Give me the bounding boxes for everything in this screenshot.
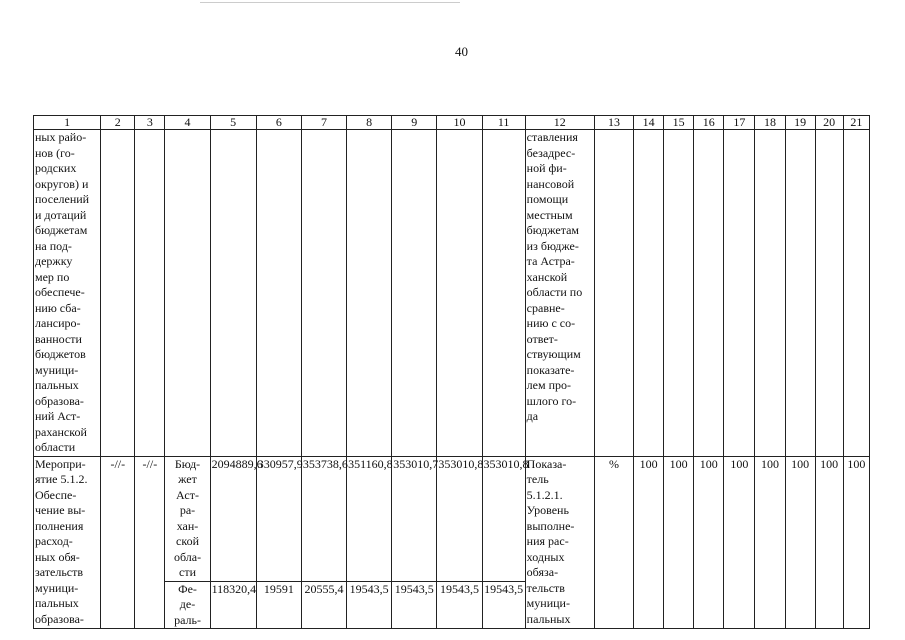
empty-cell	[392, 130, 437, 457]
empty-cell	[437, 130, 482, 457]
column-header: 13	[594, 116, 633, 130]
activity-description-cell: Меропри- ятие 5.1.2. Обеспе- чение вы- полнения расход- ных обя- зательств муници- пальных образова-	[34, 456, 101, 629]
percent-value-cell: 100	[843, 456, 869, 629]
empty-cell	[843, 130, 869, 457]
page-number: 40	[455, 44, 468, 59]
column-header: 12	[525, 116, 594, 130]
federal-value-cell: 19591	[256, 581, 301, 629]
empty-cell	[815, 130, 843, 457]
percent-value-cell: 100	[634, 456, 664, 629]
column-header: 2	[101, 116, 135, 130]
table-row	[34, 130, 870, 457]
indicator-description-cell: ставления безадрес- ной фи- нансовой помощи местным бюджетам из бюдже- та Астра- ханской области по сравне- нию с со- ответ- ствующим показате- лем про- шлого го- да	[525, 130, 594, 457]
column-header: 11	[482, 116, 525, 130]
percent-value-cell: 100	[664, 456, 694, 629]
budget-value-cell: 353738,6	[301, 456, 346, 581]
funding-source-cell: Фе- де- раль-	[165, 581, 210, 629]
column-header: 1	[34, 116, 101, 130]
empty-cell	[301, 130, 346, 457]
empty-cell	[634, 130, 664, 457]
federal-value-cell: 19543,5	[392, 581, 437, 629]
column-header: 9	[392, 116, 437, 130]
percent-value-cell: 100	[785, 456, 815, 629]
program-table	[33, 115, 870, 629]
budget-value-cell: 353010,8	[437, 456, 482, 581]
budget-value-cell: 2094889,6	[210, 456, 256, 581]
empty-cell	[256, 130, 301, 457]
empty-cell	[785, 130, 815, 457]
scan-artifact	[200, 2, 460, 3]
empty-cell	[482, 130, 525, 457]
budget-value-cell: 351160,8	[347, 456, 392, 581]
empty-cell	[664, 130, 694, 457]
column-header: 17	[724, 116, 755, 130]
empty-cell	[724, 130, 755, 457]
empty-cell	[135, 130, 165, 457]
empty-cell	[165, 130, 210, 457]
unit-cell: %	[594, 456, 633, 629]
empty-cell	[101, 130, 135, 457]
federal-value-cell: 19543,5	[347, 581, 392, 629]
period-cell: -//-	[135, 456, 165, 629]
percent-value-cell: 100	[755, 456, 785, 629]
budget-value-cell: 353010,8	[482, 456, 525, 581]
column-header: 6	[256, 116, 301, 130]
budget-value-cell: 353010,7	[392, 456, 437, 581]
column-header: 8	[347, 116, 392, 130]
column-header: 14	[634, 116, 664, 130]
column-header: 7	[301, 116, 346, 130]
percent-value-cell: 100	[694, 456, 724, 629]
column-header: 3	[135, 116, 165, 130]
federal-value-cell: 118320,4	[210, 581, 256, 629]
percent-value-cell: 100	[815, 456, 843, 629]
column-header: 20	[815, 116, 843, 130]
budget-value-cell: 330957,9	[256, 456, 301, 581]
empty-cell	[755, 130, 785, 457]
empty-cell	[347, 130, 392, 457]
federal-value-cell: 19543,5	[482, 581, 525, 629]
empty-cell	[594, 130, 633, 457]
column-header: 5	[210, 116, 256, 130]
column-header: 15	[664, 116, 694, 130]
percent-value-cell: 100	[724, 456, 755, 629]
column-header: 16	[694, 116, 724, 130]
header-row	[34, 116, 870, 130]
empty-cell	[694, 130, 724, 457]
column-header: 10	[437, 116, 482, 130]
federal-value-cell: 20555,4	[301, 581, 346, 629]
activity-description-cell: ных райо- нов (го- родских округов) и поселений и дотаций бюджетам на под- держку мер по обеспече- нию сба- лансиро- ванности бюджетов муници- пальных образова- ний Аст- раханской области	[34, 130, 101, 457]
column-header: 21	[843, 116, 869, 130]
column-header: 4	[165, 116, 210, 130]
table-row	[34, 456, 870, 581]
indicator-description-cell: Показа- тель 5.1.2.1. Уровень выполне- ния рас- ходных обяза- тельств муници- пальных	[525, 456, 594, 629]
column-header: 19	[785, 116, 815, 130]
executor-cell: -//-	[101, 456, 135, 629]
column-header: 18	[755, 116, 785, 130]
funding-source-cell: Бюд- жет Аст- ра- хан- ской обла- сти	[165, 456, 210, 581]
empty-cell	[210, 130, 256, 457]
federal-value-cell: 19543,5	[437, 581, 482, 629]
